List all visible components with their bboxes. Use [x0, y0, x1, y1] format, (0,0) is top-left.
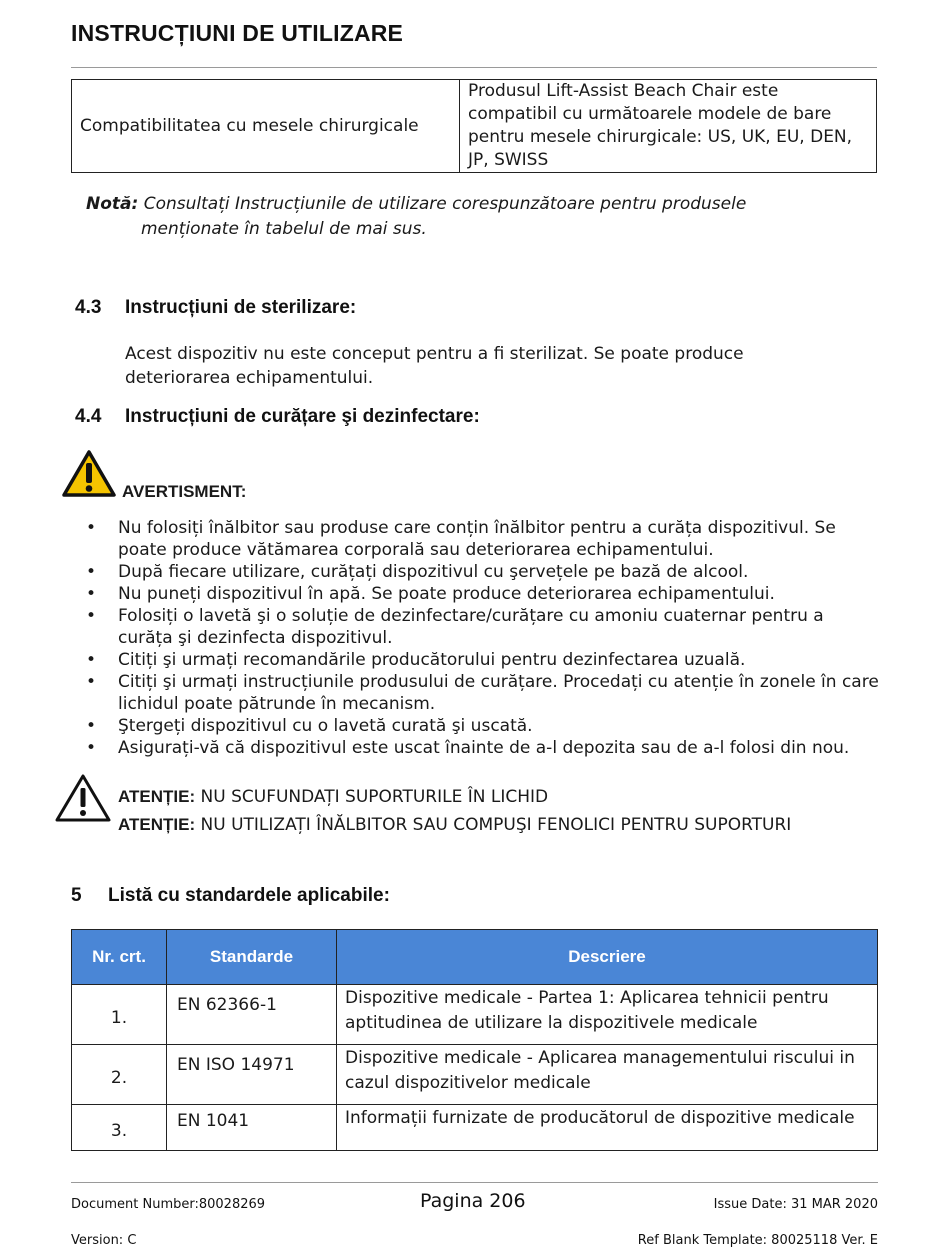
- compatibility-table: [71, 79, 877, 173]
- caution-line-1: ATENȚIE: NU SCUFUNDAȚI SUPORTURILE ÎN LICHID: [118, 787, 549, 807]
- page-number: Pagina 206: [420, 1190, 526, 1212]
- note-text: Consultați Instrucțiunile de utilizare corespunzătoare pentru produsele: [143, 194, 747, 214]
- note: [86, 192, 806, 242]
- template-reference: Ref Blank Template: 80025118 Ver. E: [637, 1233, 878, 1248]
- header-divider: [71, 67, 877, 68]
- section-title: Instrucțiuni de sterilizare:: [125, 297, 357, 318]
- table-row: [72, 80, 877, 173]
- table-row: [72, 985, 878, 1045]
- section-number: 5: [71, 885, 82, 906]
- footer-divider: [71, 1182, 878, 1183]
- standard-description: Dispozitive medicale - Partea 1: Aplicarea tehnicii pentru aptitudinea de utilizare la dispozitivele medicale: [337, 985, 878, 1045]
- list-item: • Nu folosiți înălbitor sau produse care conțin înălbitor pentru a curăța dispozitivul. Se poate produce vătămarea corporală sau deteriorarea echipamentului.: [86, 518, 836, 560]
- section-heading-4-3: [75, 297, 356, 319]
- column-header: Nr. crt.: [72, 930, 167, 985]
- section-title: Instrucțiuni de curățare şi dezinfectare:: [125, 406, 480, 427]
- cleaning-instructions-list: [80, 517, 880, 759]
- row-number: 3.: [72, 1105, 167, 1151]
- section-number: 4.4: [75, 406, 102, 427]
- column-header: Descriere: [337, 930, 878, 985]
- list-item: • Citiți şi urmați recomandările producătorului pentru dezinfectarea uzuală.: [86, 650, 746, 670]
- document-number: Document Number:80028269: [71, 1197, 266, 1212]
- list-item: • Folosiți o lavetă şi o soluție de dezinfectare/curățare cu amoniu cuaternar pentru a curăța şi dezinfecta dispozitivul.: [86, 606, 824, 648]
- standard-description: Informații furnizate de producătorul de dispozitive medicale: [337, 1105, 878, 1151]
- table-row: [72, 1045, 878, 1105]
- standards-table: [71, 929, 878, 1151]
- section-number: 4.3: [75, 297, 102, 318]
- warning-triangle-icon: [61, 449, 117, 499]
- standard-code: EN 1041: [167, 1105, 337, 1151]
- list-item: • Asigurați-vă că dispozitivul este uscat înainte de a-l depozita sau de a-l folosi din nou.: [86, 738, 850, 758]
- list-item: • Ştergeți dispozitivul cu o lavetă curată şi uscată.: [86, 716, 533, 736]
- sterilization-paragraph: Acest dispozitiv nu este conceput pentru a fi sterilizat. Se poate produce deteriorarea echipamentului.: [125, 344, 744, 388]
- standard-description: Dispozitive medicale - Aplicarea managementului riscului in cazul dispozitivelor medicale: [337, 1045, 878, 1105]
- compatibility-value: Produsul Lift-Assist Beach Chair este compatibil cu următoarele modele de bare pentru mesele chirurgicale: US, UK, EU, DEN, JP, SWISS: [460, 80, 877, 173]
- section-heading-5: [71, 885, 390, 907]
- row-number: 2.: [72, 1045, 167, 1105]
- caution-label: ATENȚIE:: [118, 787, 196, 806]
- version: Version: C: [71, 1233, 137, 1248]
- section-title: Listă cu standardele aplicabile:: [108, 885, 390, 906]
- list-item: • Citiți şi urmați instrucțiunile produsului de curățare. Procedați cu atenție în zonele în care lichidul poate pătrunde în mecanism.: [86, 672, 879, 714]
- caution-label: ATENȚIE:: [118, 815, 196, 834]
- table-row: [72, 1105, 878, 1151]
- section-heading-4-4: [75, 406, 480, 428]
- standard-code: EN 62366-1: [167, 985, 337, 1045]
- list-item: • Nu puneți dispozitivul în apă. Se poate produce deteriorarea echipamentului.: [86, 584, 775, 604]
- caution-line-2: ATENȚIE: NU UTILIZAȚI ÎNĂLBITOR SAU COMPUŞI FENOLICI PENTRU SUPORTURI: [118, 815, 792, 835]
- issue-date: Issue Date: 31 MAR 2020: [713, 1197, 878, 1212]
- compatibility-label: Compatibilitatea cu mesele chirurgicale: [72, 80, 460, 173]
- caution-triangle-icon: [54, 773, 112, 823]
- column-header: Standarde: [167, 930, 337, 985]
- note-label: Notă:: [86, 194, 139, 214]
- note-text-continued: menționate în tabelul de mai sus.: [141, 219, 427, 239]
- warning-label: AVERTISMENT:: [122, 482, 247, 501]
- standard-code: EN ISO 14971: [167, 1045, 337, 1105]
- table-header-row: [72, 930, 878, 985]
- row-number: 1.: [72, 985, 167, 1045]
- document-title: INSTRUCȚIUNI DE UTILIZARE: [71, 20, 404, 46]
- list-item: • După fiecare utilizare, curățați dispozitivul cu şervețele pe bază de alcool.: [86, 562, 749, 582]
